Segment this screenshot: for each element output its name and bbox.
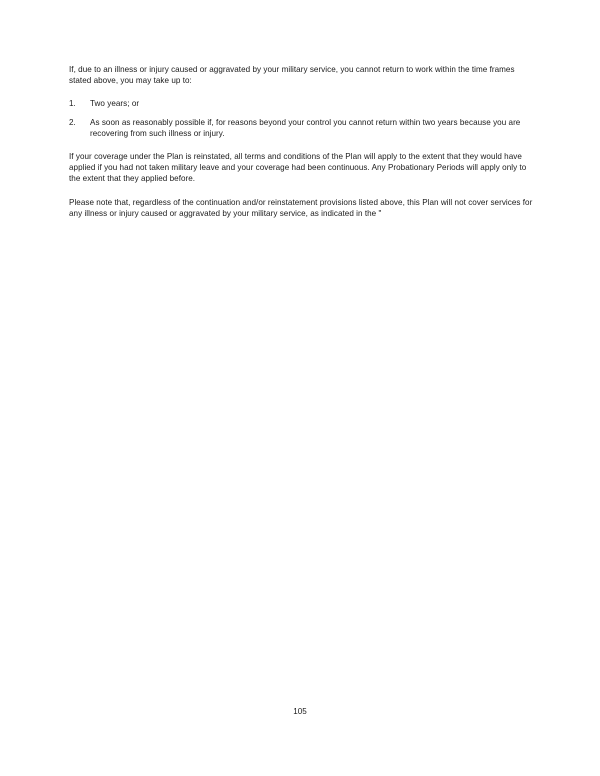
list-item-text: As soon as reasonably possible if, for reasons beyond your control you cannot return within two years because you are recovering from such illness or injury. [90,117,521,138]
note-paragraph: Please note that, regardless of the continuation and/or reinstatement provisions listed above, this Plan will not cover services for any illness or injury caused or aggravated by your military service, as indicated in the " [69,197,533,218]
page-content [69,64,533,219]
paragraph-spacer [69,139,533,151]
reinstatement-paragraph: If your coverage under the Plan is reinstated, all terms and conditions of the Plan will apply to the extent that they would have applied if you had not taken military leave and your coverage had been continuous. Any Probationary Periods will apply only to the extent that they applied before. [69,152,527,184]
list-item [69,117,533,139]
intro-paragraph: If, due to an illness or injury caused or aggravated by your military service, you cannot return to work within the time frames stated above, you may take up to: [69,65,515,86]
paragraph-spacer [69,185,533,197]
list-item [69,98,533,109]
paragraph-spacer [69,86,533,98]
list-item-marker: 2. [69,117,76,127]
list-item-marker: 1. [69,99,76,109]
list-item-text: Two years; or [90,99,140,109]
numbered-list [69,98,533,139]
page-number: 105 [293,707,307,716]
